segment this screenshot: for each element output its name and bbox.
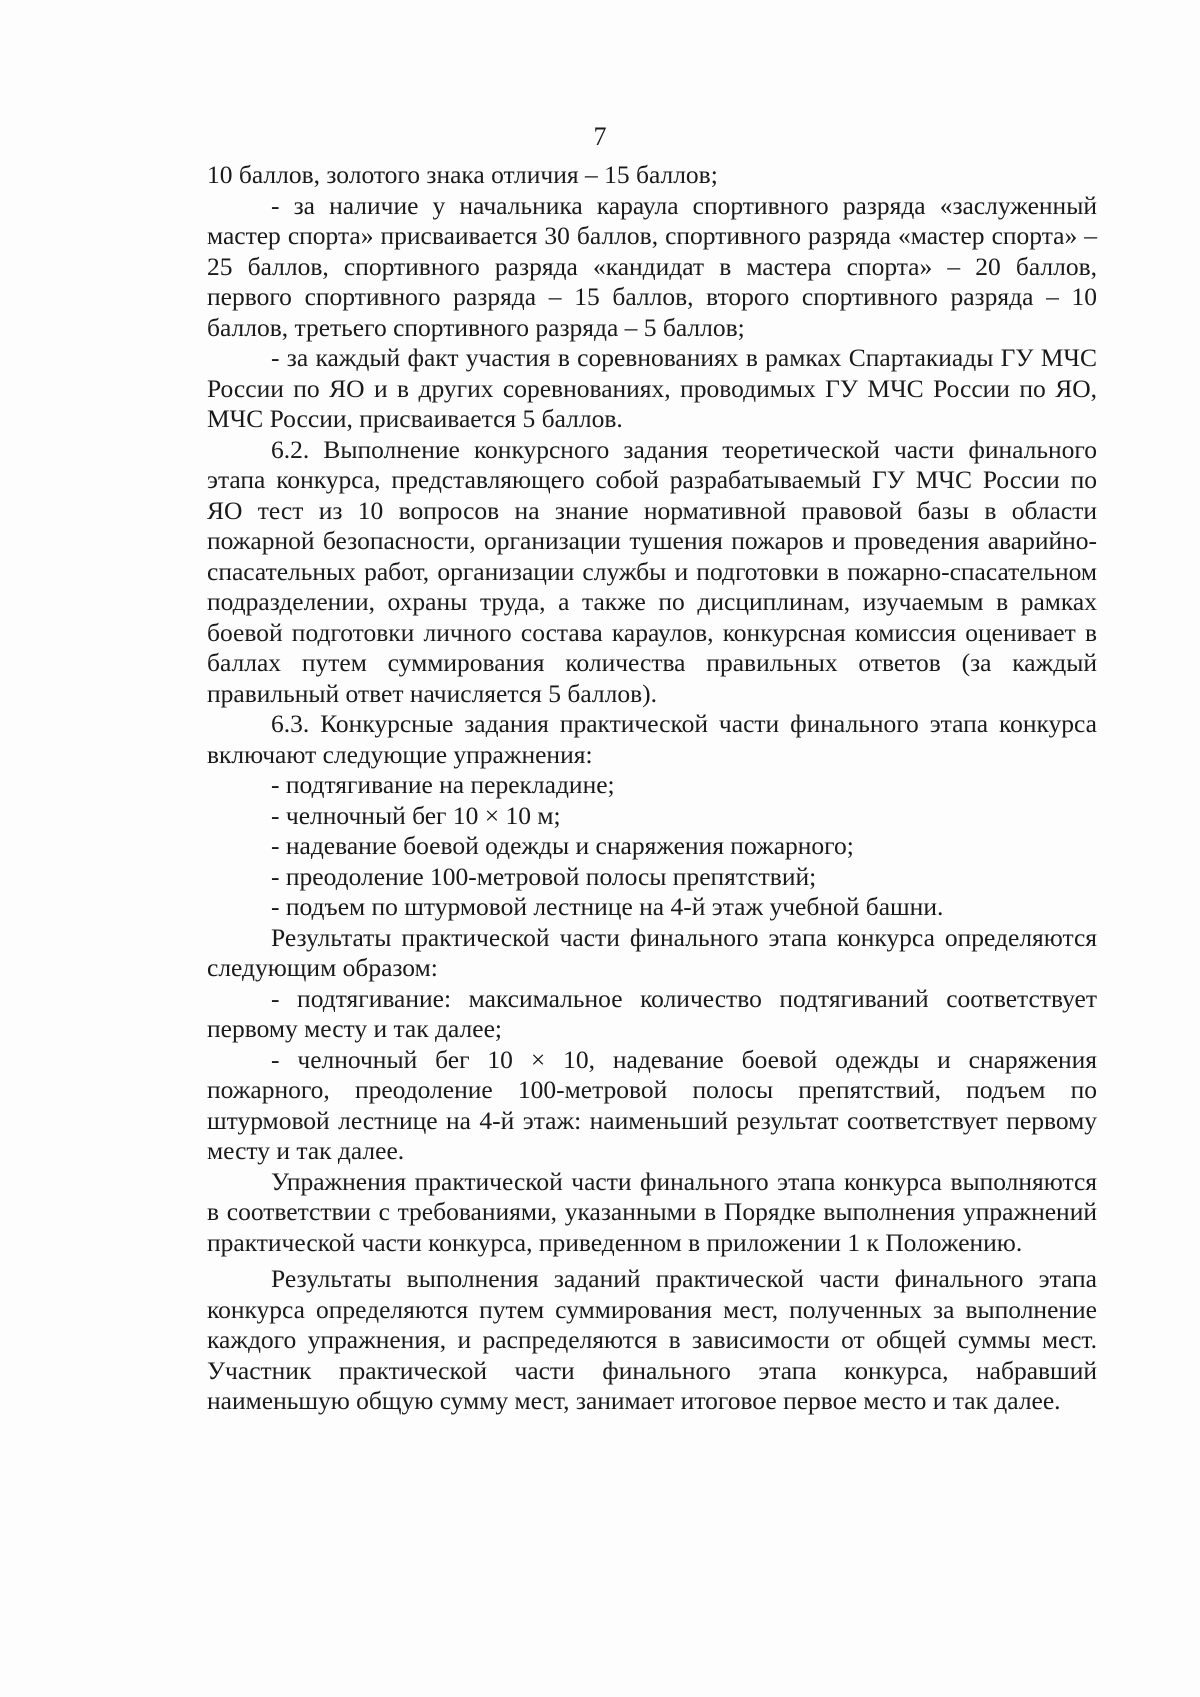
- list-item-timed-results: - челночный бег 10 × 10, надевание боевой одежды и снаряжения пожарного, преодоление 100-метровой полосы препятствий, подъем по штурмовой лестнице на 4-й этаж: наименьший результат соответствует первому месту и так далее.: [207, 1044, 1097, 1165]
- paragraph-continuation: 10 баллов, золотого знака отличия – 15 баллов;: [207, 160, 718, 189]
- document-body: [207, 160, 1097, 1417]
- list-item-combat-gear: - надевание боевой одежды и снаряжения пожарного;: [271, 831, 854, 860]
- list-item-pullups: - подтягивание на перекладине;: [271, 770, 615, 799]
- paragraph-final-ranking: Результаты выполнения заданий практической части финального этапа конкурса определяются путем суммирования мест, полученных за выполнение каждого упражнения, и распределяются в зависимости от общей суммы мест. Участник практической части финального этапа конкурса, набравший наименьшую общую сумму мест, занимает итоговое первое место и так далее.: [207, 1264, 1097, 1415]
- list-item-pullups-result: - подтягивание: максимальное количество подтягиваний соответствует первому месту и так далее;: [207, 983, 1097, 1043]
- paragraph-6-2: 6.2. Выполнение конкурсного задания теоретической части финального этапа конкурса, представляющего собой разрабатываемый ГУ МЧС России по ЯО тест из 10 вопросов на знание нормативной правовой базы в области пожарной безопасности, организации тушения пожаров и проведения аварийно-спасательных работ, организации службы и подготовки в пожарно-спасательном подразделении, охраны труда, а также по дисциплинам, изучаемым в рамках боевой подготовки личного состава караулов, конкурсная комиссия оценивает в баллах путем суммирования количества правильных ответов (за каждый правильный ответ начисляется 5 баллов).: [207, 434, 1097, 708]
- paragraph-competition-participation: - за каждый факт участия в соревнованиях в рамках Спартакиады ГУ МЧС России по ЯО и в других соревнованиях, проводимых ГУ МЧС России по ЯО, МЧС России, присваивается 5 баллов.: [207, 343, 1097, 433]
- list-item-assault-ladder: - подъем по штурмовой лестнице на 4-й этаж учебной башни.: [271, 892, 944, 921]
- paragraph-6-3: 6.3. Конкурсные задания практической части финального этапа конкурса включают следующие упражнения:: [207, 709, 1097, 769]
- paragraph-results-definition: Результаты практической части финального этапа конкурса определяются следующим образом:: [207, 922, 1097, 982]
- paragraph-exercise-requirements: Упражнения практической части финального этапа конкурса выполняются в соответствии с требованиями, указанными в Порядке выполнения упражнений практической части конкурса, приведенном в приложении 1 к Положению.: [207, 1166, 1097, 1257]
- list-item-obstacle-course: - преодоление 100-метровой полосы препятствий;: [271, 861, 817, 891]
- list-item-shuttle-run: - челночный бег 10 × 10 м;: [271, 800, 561, 830]
- paragraph-sport-rank: - за наличие у начальника караула спортивного разряда «заслуженный мастер спорта» присваивается 30 баллов, спортивного разряда «мастер спорта» – 25 баллов, спортивного разряда «кандидат в мастера спорта» – 20 баллов, первого спортивного разряда – 15 баллов, второго спортивного разряда – 10 баллов, третьего спортивного разряда – 5 баллов;: [207, 190, 1097, 342]
- page-number: 7: [593, 122, 607, 151]
